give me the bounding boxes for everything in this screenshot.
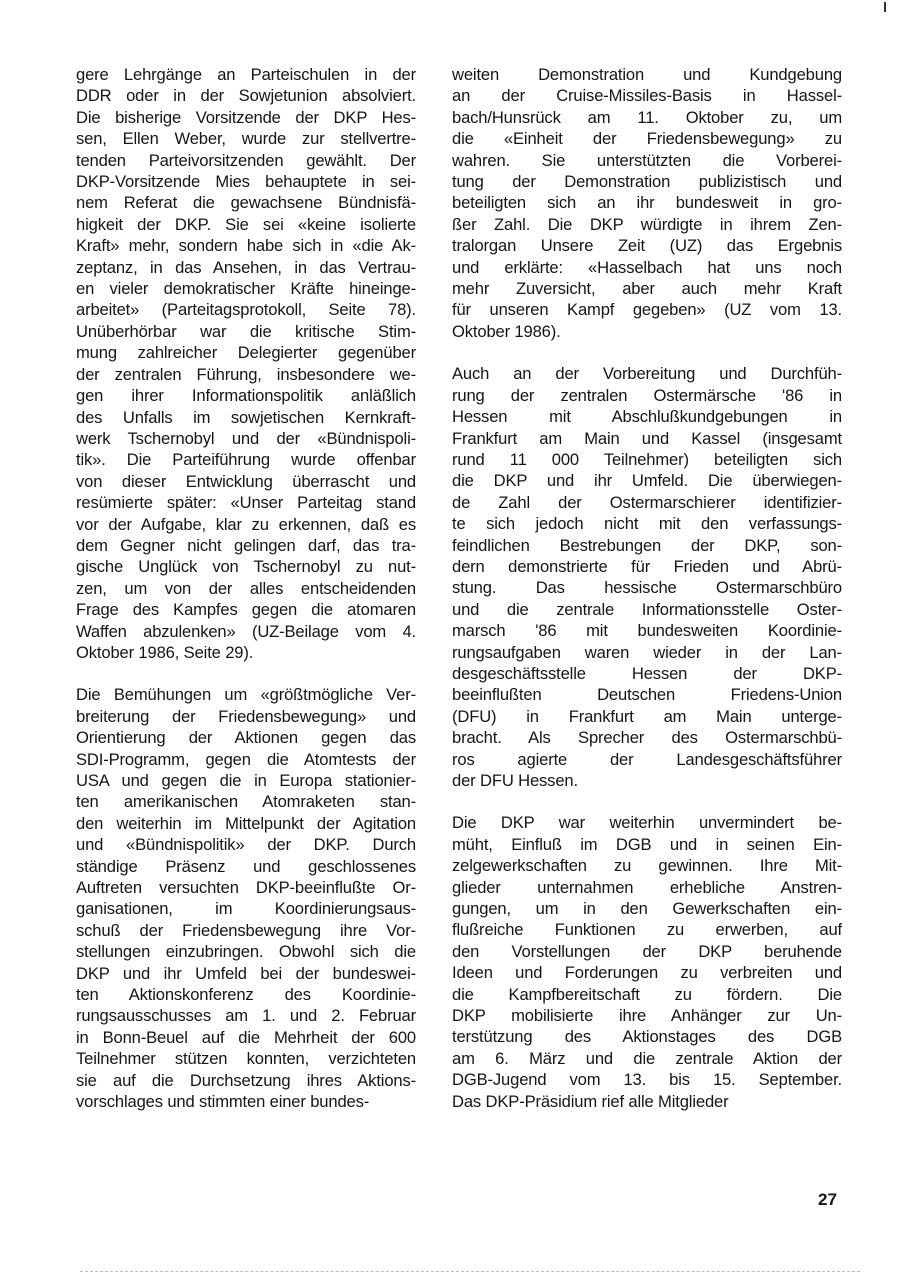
- text-line: Waffen abzulenken» (UZ-Beilage vom 4.: [76, 621, 416, 641]
- text-line: vor der Aufgabe, klar zu erkennen, daß es: [76, 514, 416, 534]
- text-line: rund 11 000 Teilnehmer) beteiligten sich: [452, 449, 842, 469]
- text-line: ganisationen, im Koordinierungsaus-: [76, 899, 416, 919]
- text-line: resümierte später: «Unser Parteitag stand: [76, 493, 416, 513]
- text-line: ßer Zahl. Die DKP würdigte in ihrem Zen-: [452, 214, 842, 234]
- text-line: dern demonstrierte für Frieden und Abrü-: [452, 556, 842, 576]
- text-line: rungsaufgaben waren wieder in der Lan-: [452, 642, 842, 662]
- text-line: gen ihrer Informationspolitik anläßlich: [76, 386, 416, 406]
- scan-bottom-artifact: [80, 1271, 860, 1273]
- text-line: arbeitet» (Parteitagsprotokoll, Seite 78).: [76, 300, 416, 320]
- text-line: die Kampfbereitschaft zu fördern. Die: [452, 984, 842, 1004]
- text-line: zelgewerkschaften zu gewinnen. Ihre Mit-: [452, 856, 842, 876]
- text-line: Die DKP war weiterhin unvermindert be-: [452, 813, 842, 833]
- text-line: müht, Einfluß im DGB und in seinen Ein-: [452, 834, 842, 854]
- text-line: und «Bündnispolitik» der DKP. Durch: [76, 835, 416, 855]
- text-line: Frage des Kampfes gegen die atomaren: [76, 600, 416, 620]
- text-line: marsch '86 mit bundesweiten Koordinie-: [452, 621, 842, 641]
- text-line: DDR oder in der Sowjetunion absolviert.: [76, 86, 416, 106]
- text-line: tralorgan Unsere Zeit (UZ) das Ergebnis: [452, 236, 842, 256]
- text-line: den weiterhin im Mittelpunkt der Agitation: [76, 813, 416, 833]
- text-line: tik». Die Parteiführung wurde offenbar: [76, 450, 416, 470]
- text-line: higkeit der DKP. Sie sei «keine isolierte: [76, 214, 416, 234]
- text-line: Orientierung der Aktionen gegen das: [76, 728, 416, 748]
- text-line: gungen, um in den Gewerkschaften ein-: [452, 899, 842, 919]
- text-line: DKP und ihr Umfeld bei der bundeswei-: [76, 963, 416, 983]
- text-line: an der Cruise-Missiles-Basis in Hassel-: [452, 86, 842, 106]
- text-line: Auftreten versuchten DKP-beeinflußte Or-: [76, 878, 416, 898]
- text-line: DGB-Jugend vom 13. bis 15. September.: [452, 1070, 842, 1090]
- text-line: dem Gegner nicht gelingen darf, das tra-: [76, 535, 416, 555]
- text-line: mehr Zuversicht, aber auch mehr Kraft: [452, 279, 842, 299]
- text-line: zen, um von der alles entscheidenden: [76, 578, 416, 598]
- text-line: feindlichen Bestrebungen der DKP, son-: [452, 535, 842, 555]
- text-line: Das DKP-Präsidium rief alle Mitglieder: [452, 1091, 729, 1111]
- text-line: ten Aktionskonferenz des Koordinie-: [76, 985, 416, 1005]
- text-line: Unüberhörbar war die kritische Stim-: [76, 321, 416, 341]
- text-line: tung der Demonstration publizistisch und: [452, 172, 842, 192]
- text-line: Hessen mit Abschlußkundgebungen in: [452, 407, 842, 427]
- text-line: Frankfurt am Main und Kassel (insgesamt: [452, 428, 842, 448]
- text-line: rungsausschusses am 1. und 2. Februar: [76, 1006, 416, 1026]
- text-line: beeinflußten Deutschen Friedens-Union: [452, 685, 842, 705]
- text-line: der zentralen Führung, insbesondere we-: [76, 364, 416, 384]
- text-line: zeptanz, in das Ansehen, in das Vertrau-: [76, 257, 416, 277]
- text-line: von dieser Entwicklung überrascht und: [76, 471, 416, 491]
- text-line: flußreiche Funktionen zu erwerben, auf: [452, 920, 842, 940]
- text-line: DKP mobilisierte ihre Anhänger zur Un-: [452, 1006, 842, 1026]
- text-line: den Vorstellungen der DKP beruhende: [452, 941, 842, 961]
- text-line: en vieler demokratischer Kräfte hineinge-: [76, 279, 416, 299]
- text-line: mung zahlreicher Delegierter gegenüber: [76, 343, 416, 363]
- text-line: wahren. Sie unterstützten die Vorberei-: [452, 150, 842, 170]
- right-text-column: [452, 64, 842, 1112]
- text-line: tenden Parteivorsitzenden gewählt. Der: [76, 150, 416, 170]
- text-line: gere Lehrgänge an Parteischulen in der: [76, 65, 416, 84]
- text-line: ständige Präsenz und geschlossenes: [76, 856, 416, 876]
- text-line: desgeschäftsstelle Hessen der DKP-: [452, 663, 842, 683]
- text-line: USA und gegen die in Europa stationier-: [76, 771, 416, 790]
- text-line: de Zahl der Ostermarschierer identifizier-: [452, 492, 842, 512]
- text-line: stellungen einzubringen. Obwohl sich die: [76, 942, 416, 962]
- text-line: bach/Hunsrück am 11. Oktober zu, um: [452, 107, 842, 127]
- text-line: der DFU Hessen.: [452, 771, 578, 790]
- text-line: des Unfalls im sowjetischen Kernkraft-: [76, 407, 416, 427]
- text-line: bracht. Als Sprecher des Ostermarschbü-: [452, 728, 842, 748]
- page-number: 27: [818, 1190, 837, 1209]
- text-line: Auch an der Vorbereitung und Durchfüh-: [452, 364, 842, 384]
- text-line: (DFU) in Frankfurt am Main unterge-: [452, 706, 842, 726]
- text-line: [76, 663, 416, 684]
- text-line: Teilnehmer stützen konnten, verzichteten: [76, 1049, 416, 1069]
- text-line: ros agierte der Landesgeschäftsführer: [452, 749, 842, 769]
- text-line: am 6. März und die zentrale Aktion der: [452, 1048, 842, 1068]
- text-line: stung. Das hessische Ostermarschbüro: [452, 578, 842, 598]
- text-line: für unseren Kampf gegeben» (UZ vom 13.: [452, 300, 842, 320]
- text-line: in Bonn-Beuel auf die Mehrheit der 600: [76, 1027, 416, 1047]
- text-line: vorschlages und stimmten einer bundes-: [76, 1092, 370, 1112]
- left-text-column: [76, 64, 416, 1113]
- text-line: glieder unternahmen erhebliche Anstren-: [452, 877, 842, 897]
- text-line: breiterung der Friedensbewegung» und: [76, 706, 416, 726]
- text-line: beteiligten sich an ihr bundesweit in gro-: [452, 193, 842, 213]
- text-line: ten amerikanischen Atomraketen stan-: [76, 792, 416, 812]
- text-line: DKP-Vorsitzende Mies behauptete in sei-: [76, 172, 416, 192]
- text-line: Oktober 1986).: [452, 321, 561, 341]
- text-line: werk Tschernobyl und der «Bündnispoli-: [76, 428, 416, 448]
- text-line: terstützung des Aktionstages des DGB: [452, 1027, 842, 1047]
- text-line: rung der zentralen Ostermärsche '86 in: [452, 385, 842, 405]
- text-line: [452, 342, 842, 363]
- text-line: [452, 791, 842, 812]
- text-line: Die Bemühungen um «größtmögliche Ver-: [76, 685, 416, 705]
- text-line: sen, Ellen Weber, wurde zur stellvertre-: [76, 129, 416, 149]
- text-line: Die bisherige Vorsitzende der DKP Hes-: [76, 107, 416, 127]
- scan-corner-mark: [884, 2, 886, 12]
- text-line: Kraft» mehr, sondern habe sich in «die Ak-: [76, 236, 416, 256]
- text-line: weiten Demonstration und Kundgebung: [452, 65, 842, 84]
- text-line: nem Referat die gewachsene Bündnisfä-: [76, 193, 416, 213]
- text-line: te sich jedoch nicht mit den verfassungs-: [452, 514, 842, 534]
- text-line: sie auf die Durchsetzung ihres Aktions-: [76, 1070, 416, 1090]
- text-line: die «Einheit der Friedensbewegung» zu: [452, 129, 842, 149]
- text-line: Ideen und Forderungen zu verbreiten und: [452, 963, 842, 983]
- text-line: schuß der Friedensbewegung ihre Vor-: [76, 920, 416, 940]
- text-line: gische Unglück von Tschernobyl zu nut-: [76, 557, 416, 577]
- text-line: und die zentrale Informationsstelle Oster-: [452, 599, 842, 619]
- text-line: Oktober 1986, Seite 29).: [76, 642, 254, 662]
- text-line: und erklärte: «Hasselbach hat uns noch: [452, 257, 842, 277]
- text-line: die DKP und ihr Umfeld. Die überwiegen-: [452, 471, 842, 491]
- text-line: SDI-Programm, gegen die Atomtests der: [76, 749, 416, 769]
